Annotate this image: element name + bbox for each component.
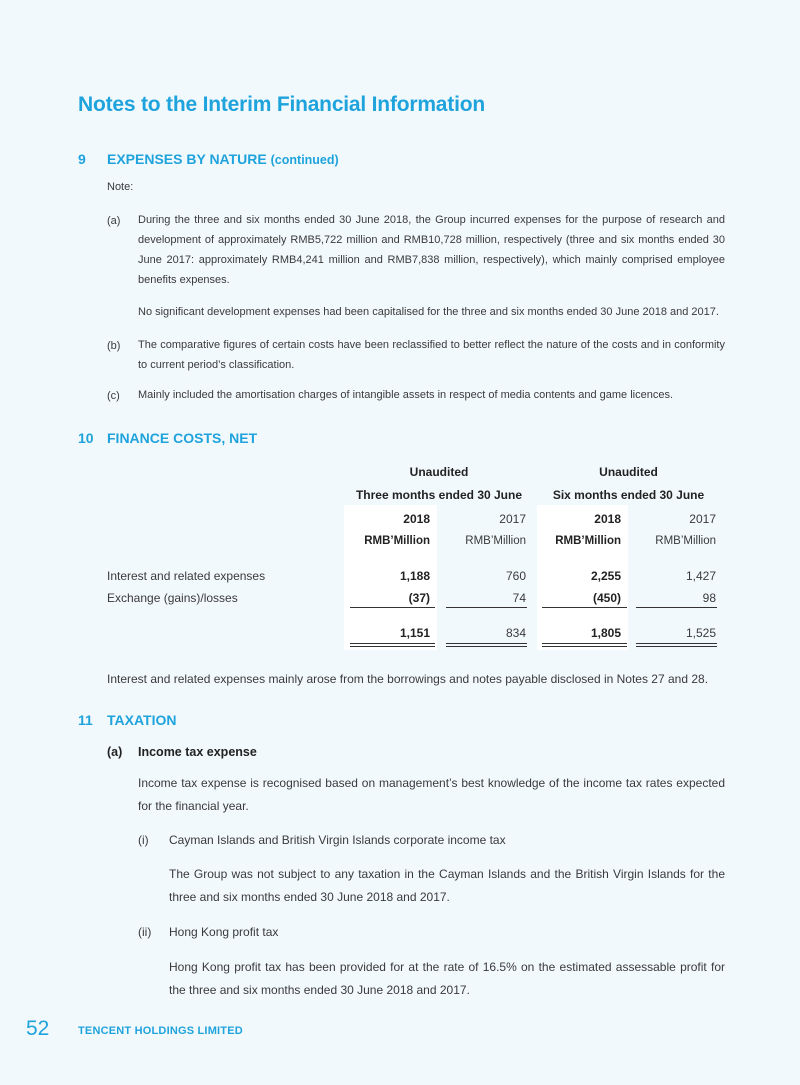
company-name: TENCENT HOLDINGS LIMITED [78,1025,243,1037]
total-cell: 834 [505,626,526,640]
item-i-mark: (i) [138,833,149,847]
row-label-exchange: Exchange (gains)/losses [107,591,238,605]
page-number: 52 [26,1017,50,1040]
unit-header: RMB’Million [555,535,621,547]
note-label: Note: [107,181,134,193]
table-cell: 2,255 [590,569,621,583]
unit-header: RMB’Million [364,535,430,547]
item-i-title: Cayman Islands and British Virgin Islands corporate income tax [169,833,506,847]
note-c-text: Mainly included the amortisation charges of intangible assets in respect of media contents and game licences. [138,389,674,401]
table-cell: 760 [505,569,526,583]
section-9-number: 9 [78,151,86,167]
total-cell: 1,805 [590,626,621,640]
finance-footnote: Interest and related expenses mainly arose from the borrowings and notes payable disclosed in Notes 27 and 28. [107,672,709,686]
note-b-text: The comparative figures of certain costs have been reclassified to better reflect the nature of the costs and in conformity to current period’s classification. [138,339,725,371]
total-double-rule [542,643,627,647]
total-cell: 1,151 [399,626,430,640]
total-cell: 1,525 [685,626,716,640]
year-header: 2018 [403,512,430,526]
row-label-interest: Interest and related expenses [107,569,266,583]
section-9-heading [107,151,339,167]
group-header-period: Three months ended 30 June [355,488,523,502]
section-11-number: 11 [78,712,93,728]
item-i-text: The Group was not subject to any taxation in the Cayman Islands and the British Virgin Islands for the three and six months ended 30 June 2018 and 2017. [169,867,725,904]
subtotal-rule [446,607,527,608]
section-10-title: FINANCE COSTS, NET [107,430,258,446]
group-header-period: Six months ended 30 June [552,488,705,502]
item-ii-mark: (ii) [138,925,152,939]
income-tax-intro: Income tax expense is recognised based on management’s best knowledge of the income tax rates expected for the financial year. [138,776,725,813]
total-double-rule [636,643,717,647]
note-a-extra: No significant development expenses had been capitalised for the three and six months ended 30 June 2018 and 2017. [138,306,719,318]
note-a-mark: (a) [107,215,121,227]
note-a-text: During the three and six months ended 30 June 2018, the Group incurred expenses for the purpose of research and development of approximately RMB5,722 million and RMB10,728 million, respectively (three and six months ended 30 June 2017: approximately RMB4,241 million and RMB7,838 million, respectively), which mainly comprised employee benefits expenses. [138,214,725,286]
section-9-title: EXPENSES BY NATURE [107,151,267,167]
note-c-mark: (c) [107,390,120,402]
subsection-a-mark: (a) [107,745,123,759]
table-cell: 74 [512,591,526,605]
table-cell: 1,188 [399,569,430,583]
table-cell: 98 [702,591,716,605]
item-ii-text: Hong Kong profit tax has been provided for at the rate of 16.5% on the estimated assessable profit for the three and six months ended 30 June 2018 and 2017. [169,960,725,997]
year-header: 2017 [689,512,716,526]
page-title: Notes to the Interim Financial Information [78,93,485,116]
group-header-status: Unaudited [599,465,658,479]
unit-header: RMB’Million [465,535,526,547]
subtotal-rule [542,607,627,608]
table-cell: (37) [408,591,430,605]
unit-header: RMB’Million [655,535,716,547]
year-header: 2018 [594,512,621,526]
section-9-continued: (continued) [270,153,339,167]
subsection-a-title: Income tax expense [138,745,257,759]
section-10-number: 10 [78,430,94,446]
section-11-title: TAXATION [107,712,177,728]
subtotal-rule [636,607,717,608]
group-header-status: Unaudited [409,465,469,479]
item-ii-title: Hong Kong profit tax [169,925,279,939]
table-cell: 1,427 [685,569,716,583]
total-double-rule [350,643,435,647]
note-b-mark: (b) [107,340,121,352]
table-cell: (450) [592,591,621,605]
subtotal-rule [350,607,435,608]
total-double-rule [446,643,527,647]
year-header: 2017 [499,512,526,526]
